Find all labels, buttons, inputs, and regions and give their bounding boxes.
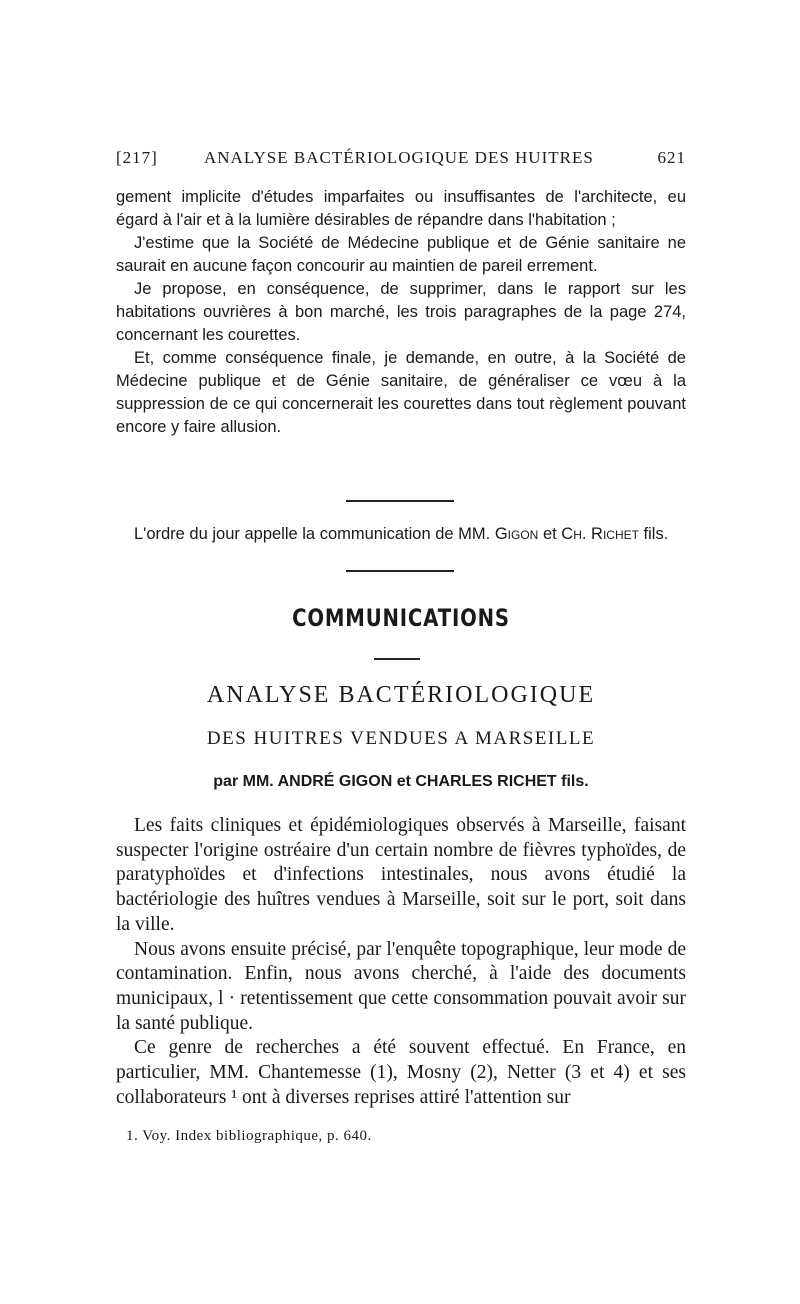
running-title: ANALYSE BACTÉRIOLOGIQUE DES HUITRES xyxy=(204,148,594,167)
paragraph: Et, comme conséquence finale, je demande, en outre, à la Société de Médecine publique et de Génie sanitaire, de généraliser ce vœu à la suppression de ce qui concernerait les courettes dans tout règlement pouvant encore y faire allusion. xyxy=(116,349,686,436)
previous-text xyxy=(116,186,686,439)
section-number: [217] xyxy=(116,148,158,167)
paragraph: J'estime que la Société de Médecine publique et de Génie sanitaire ne saurait en aucune façon concourir au maintien de pareil errement. xyxy=(116,234,686,275)
paragraph: Ce genre de recherches a été souvent effectué. En France, en particulier, MM. Chantemesse (1), Mosny (2), Netter (3 et 4) et ses collaborateurs ¹ ont à diverses reprises attiré l'attention sur xyxy=(116,1037,686,1108)
paragraph: Je propose, en conséquence, de supprimer, dans le rapport sur les habitations ouvrières à bon marché, les trois paragraphes de la page 274, concernant les courettes. xyxy=(116,280,686,344)
article-body xyxy=(116,814,686,1110)
author-name: Gigon xyxy=(494,525,539,543)
separator-rule xyxy=(346,570,454,572)
order-of-day: L'ordre du jour appelle la communication de MM. Gigon et Ch. Richet fils. xyxy=(134,525,669,543)
article-title: ANALYSE BACTÉRIOLOGIQUE xyxy=(206,682,596,708)
page-number: 621 xyxy=(657,148,686,167)
section-heading: COMMUNICATIONS xyxy=(292,604,510,632)
author-name: Ch. Richet xyxy=(561,525,639,543)
article-subtitle: DES HUITRES VENDUES A MARSEILLE xyxy=(206,728,596,749)
footnote: 1. Voy. Index bibliographique, p. 640. xyxy=(126,1128,372,1144)
article-authors: par MM. ANDRÉ GIGON et CHARLES RICHET fils. xyxy=(213,773,589,790)
separator-rule xyxy=(346,500,454,502)
paragraph: gement implicite d'études imparfaites ou insuffisantes de l'architecte, eu égard à l'air et à la lumière désirables de répandre dans l'habitation ; xyxy=(116,188,686,229)
paragraph: Nous avons ensuite précisé, par l'enquête topographique, leur mode de contamination. Enfin, nous avons cherché, à l'aide des documents municipaux, l · retentissement que cette consommation pouvait avoir sur la santé publique. xyxy=(116,938,686,1034)
separator-rule xyxy=(374,658,420,660)
paragraph: Les faits cliniques et épidémiologiques observés à Marseille, faisant suspecter l'origine ostréaire d'un certain nombre de fièvres typhoïdes, de paratyphoïdes et d'infections intestinales, nous avons étudié la bactériologie des huîtres vendues à Marseille, soit sur le port, soit dans la ville. xyxy=(116,815,686,935)
